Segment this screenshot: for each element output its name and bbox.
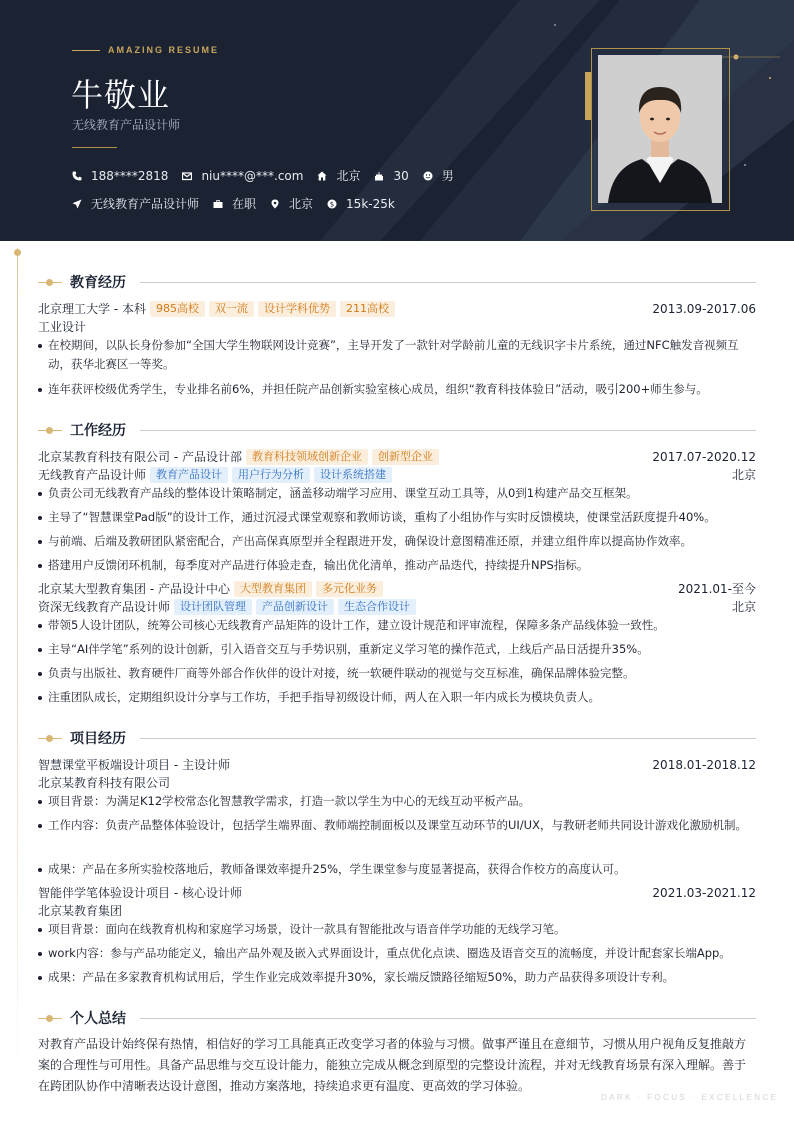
project-header-row — [38, 884, 756, 901]
contact-gender: 男 — [423, 167, 454, 184]
location-icon — [270, 199, 280, 209]
briefcase-icon — [213, 199, 223, 209]
timeline-dot — [14, 249, 21, 256]
list-item: 项目背景：为满足K12学校常态化智慧教学需求，打造一款以学生为中心的无线互动平板产品。 — [38, 792, 754, 811]
list-item: 注重团队成长，定期组织设计分享与工作坊，手把手指导初级设计师，两人在入职一年内成长为模块负责人。 — [38, 688, 754, 707]
company-name: 北京某大型教育集团 - 产品设计中心 — [38, 582, 230, 596]
project-org: 北京某教育集团 — [38, 904, 123, 918]
contact-email: niu****@***.com — [182, 169, 303, 183]
job-position-row — [38, 598, 756, 615]
svg-text:$: $ — [329, 200, 335, 209]
section-rule — [140, 1018, 756, 1019]
company-tag: 创新型企业 — [372, 449, 439, 465]
company-tag: 多元化业务 — [316, 581, 383, 597]
education-header-row — [38, 300, 756, 317]
job-header-row — [38, 580, 756, 597]
list-item: 项目背景：面向在线教育机构和家庭学习场景，设计一款具有智能批改与语音伴学功能的无线学习笔。 — [38, 920, 754, 939]
list-item: 与前端、后端及教研团队紧密配合，产出高保真原型并全程跟进开发，确保设计意图精准还原，并建立组件库以提高协作效率。 — [38, 532, 754, 551]
list-item: 在校期间，以队长身份参加“全国大学生物联网设计竞赛”，主导开发了一款针对学龄前儿童的无线识字卡片系统，通过NFC触发音视频互动，获华北赛区一等奖。 — [38, 336, 754, 374]
list-item: work内容：参与产品功能定义，输出产品外观及嵌入式界面设计，重点优化点读、圈选及语音交互的流畅度，并设计配套家长端App。 — [38, 944, 754, 963]
list-item: 连年获评校级优秀学生，专业排名前6%，并担任院产品创新实验室核心成员，组织“教育科技体验日”活动，吸引200+师生参与。 — [38, 380, 754, 399]
position-tag: 设计系统搭建 — [314, 467, 392, 483]
face-icon — [423, 171, 433, 181]
project-date: 2018.01-2018.12 — [652, 757, 756, 772]
contact-phone: 188****2818 — [72, 169, 168, 183]
avatar — [598, 55, 722, 203]
section-rule — [140, 430, 756, 431]
timeline-line — [17, 248, 18, 1078]
job-date: 2017.07-2020.12 — [652, 449, 756, 464]
gold-divider — [72, 147, 117, 148]
eyebrow-text: AMAZING RESUME — [108, 45, 219, 55]
list-item: 工作内容：负责产品整体体验设计，包括学生端界面、教师端控制面板以及课堂互动环节的UI/UX，与教研老师共同设计游戏化激励机制。 — [38, 816, 754, 835]
company-tag: 教育科技领域创新企业 — [246, 449, 368, 465]
cake-icon — [374, 171, 384, 181]
company-tag: 大型教育集团 — [234, 581, 312, 597]
mail-icon — [182, 171, 192, 181]
section-marker — [38, 424, 68, 436]
send-icon — [72, 199, 82, 209]
list-item: 带领5人设计团队，统筹公司核心无线教育产品矩阵的设计工作，建立设计规范和评审流程，保障多条产品线体验一致性。 — [38, 616, 754, 635]
position-tag: 设计团队管理 — [174, 599, 252, 615]
position-tag: 用户行为分析 — [232, 467, 310, 483]
section-title-education: 教育经历 — [70, 275, 126, 291]
project-org-row — [38, 902, 756, 919]
contact-location: 北京 — [270, 195, 313, 212]
list-item: 主导了“智慧课堂Pad版”的设计工作，通过沉浸式课堂观察和教师访谈，重构了小组协作与实时反馈模块，使课堂活跃度提升40%。 — [38, 508, 754, 527]
section-title-projects: 项目经历 — [70, 731, 126, 747]
school-tag: 211高校 — [340, 301, 395, 317]
job-header-row — [38, 448, 756, 465]
project-header-row — [38, 756, 756, 773]
school-tag: 985高校 — [150, 301, 205, 317]
education-major-row — [38, 318, 756, 335]
section-marker — [38, 732, 68, 744]
position-tag: 生态合作设计 — [338, 599, 416, 615]
home-icon — [317, 171, 327, 181]
contact-age: 30 — [374, 169, 408, 183]
job-position-row — [38, 466, 756, 483]
section-marker — [38, 276, 68, 288]
salary-icon — [327, 199, 337, 209]
section-title-summary: 个人总结 — [70, 1011, 126, 1027]
company-name: 北京某教育科技有限公司 - 产品设计部 — [38, 450, 242, 464]
contact-intention: 无线教育产品设计师 — [72, 195, 199, 212]
school-name: 北京理工大学 - 本科 — [38, 302, 146, 316]
resume-header — [0, 0, 794, 241]
project-org-row — [38, 774, 756, 791]
project-name: 智能伴学笔体验设计项目 - 核心设计师 — [38, 886, 242, 900]
project-date: 2021.03-2021.12 — [652, 885, 756, 900]
contact-salary: $ 15k-25k — [327, 197, 395, 211]
position-name: 无线教育产品设计师 — [38, 468, 147, 482]
section-education — [38, 272, 756, 292]
list-item: 成果：产品在多所实验校落地后，教师备课效率提升25%，学生课堂参与度显著提高，获得合作校方的高度认可。 — [38, 860, 754, 879]
contact-status: 在职 — [213, 195, 256, 212]
footer-watermark: DARK · FOCUS · EXCELLENCE — [601, 1093, 779, 1102]
summary-text: 对教育产品设计始终保有热情，相信好的学习工具能真正改变学习者的体验与习惯。做事严谨且在意细节，习惯从用户视角反复推敲方案的合理性与可用性。具备产品思维与交互设计能力，能独立完成从概念到原型的完整设计流程，并对无线教育场景有深入理解。善于在跨团队协作中清晰表达设计意图，推动方案落地，持续追求更有温度、更高效的学习体验。 — [38, 1037, 747, 1093]
section-projects — [38, 728, 756, 748]
contact-row-1 — [72, 167, 468, 184]
job-city: 北京 — [731, 600, 756, 614]
list-item: 搭建用户反馈闭环机制，每季度对产品进行体验走查，输出优化清单，推动产品迭代，持续提升NPS指标。 — [38, 556, 754, 575]
section-rule — [140, 738, 756, 739]
contact-city: 北京 — [317, 167, 360, 184]
position-name: 资深无线教育产品设计师 — [38, 600, 171, 614]
project-name: 智慧课堂平板端设计项目 - 主设计师 — [38, 758, 230, 772]
phone-icon — [72, 171, 82, 181]
major: 工业设计 — [38, 320, 87, 334]
list-item: 成果：产品在多家教育机构试用后，学生作业完成效率提升30%，家长端反馈路径缩短50%，助力产品获得多项设计专利。 — [38, 968, 754, 987]
list-item: 主导“AI伴学笔”系列的设计创新，引入语音交互与手势识别，重新定义学习笔的操作范式，上线后产品日活提升35%。 — [38, 640, 754, 659]
school-tag: 双一流 — [209, 301, 254, 317]
job-city: 北京 — [731, 468, 756, 482]
section-summary — [38, 1008, 756, 1028]
list-item: 负责公司无线教育产品线的整体设计策略制定，涵盖移动端学习应用、课堂互动工具等，从0到1构建产品交互框架。 — [38, 484, 754, 503]
job-date: 2021.01-至今 — [678, 582, 756, 596]
school-tag: 设计学科优势 — [258, 301, 336, 317]
candidate-role: 无线教育产品设计师 — [72, 118, 181, 132]
project-org: 北京某教育科技有限公司 — [38, 776, 171, 790]
section-title-work: 工作经历 — [70, 423, 126, 439]
contact-row-2 — [72, 195, 409, 212]
section-work — [38, 420, 756, 440]
candidate-name: 牛敬业 — [71, 76, 171, 114]
section-marker — [38, 1012, 68, 1024]
education-date: 2013.09-2017.06 — [652, 301, 756, 316]
position-tag: 教育产品设计 — [150, 467, 228, 483]
section-rule — [140, 282, 756, 283]
list-item: 负责与出版社、教育硬件厂商等外部合作伙伴的设计对接，统一软硬件联动的视觉与交互标准，确保品牌体验完整。 — [38, 664, 754, 683]
position-tag: 产品创新设计 — [256, 599, 334, 615]
